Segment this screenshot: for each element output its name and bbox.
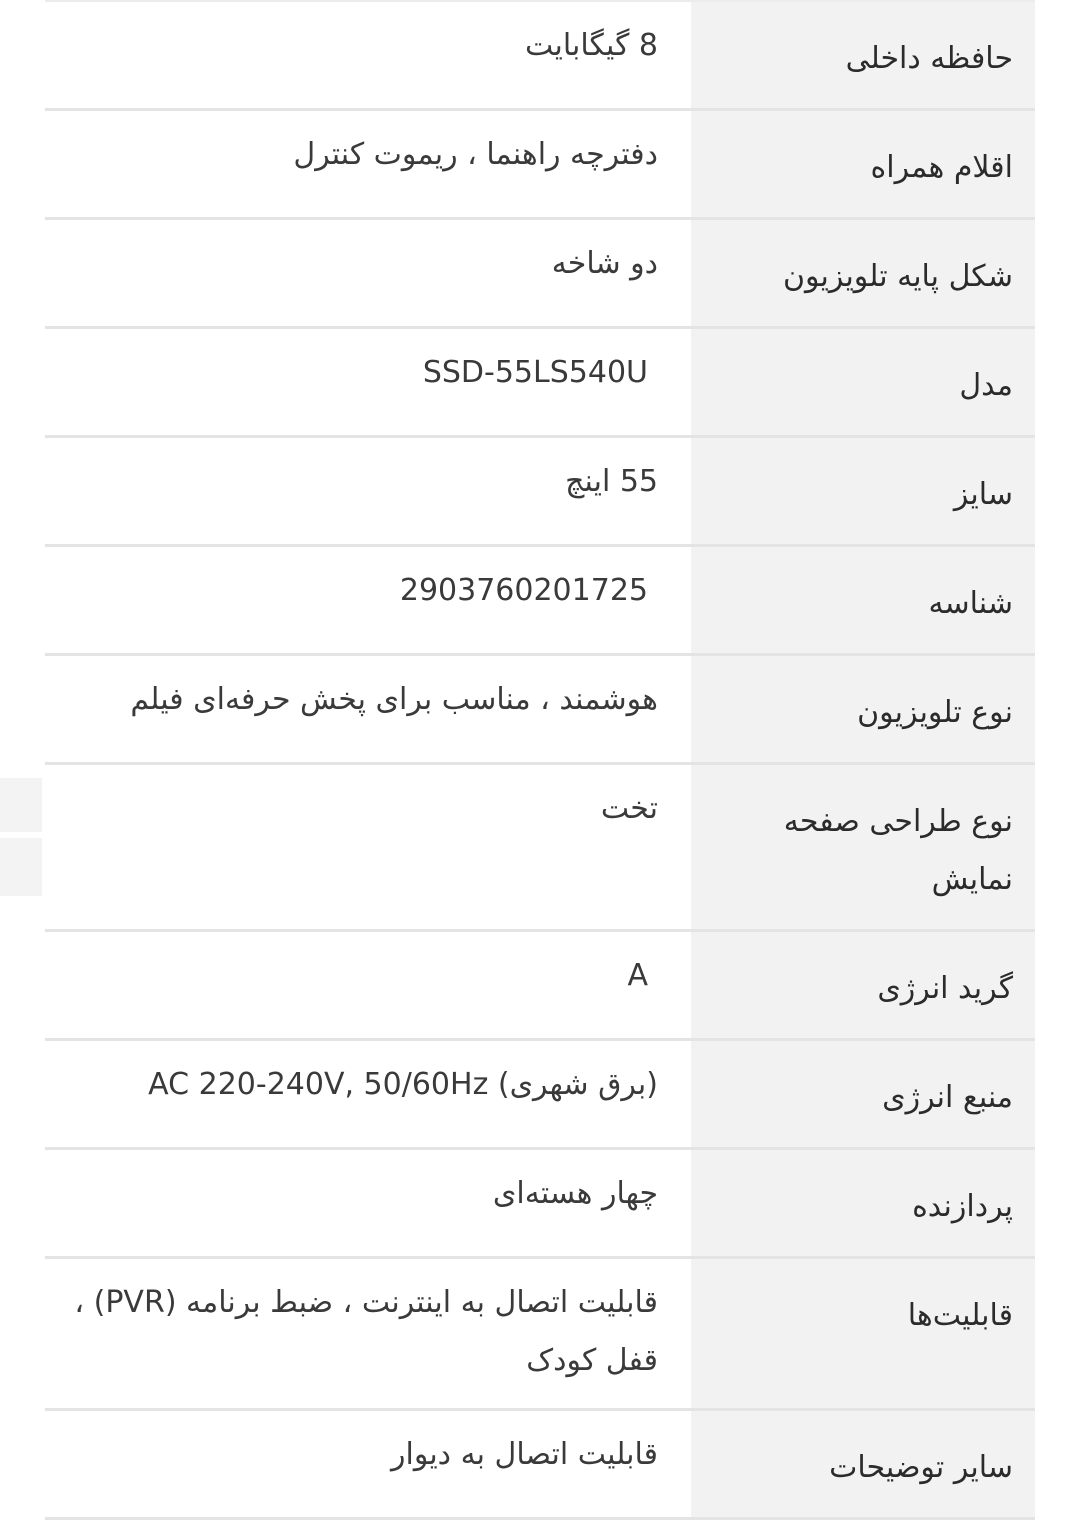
spec-row-processor (45, 1150, 1035, 1259)
side-tab-notch (0, 832, 42, 838)
spec-row-tv-type (45, 656, 1035, 765)
spec-table (45, 0, 1035, 1520)
spec-row-features (45, 1259, 1035, 1411)
spec-row-stand-shape (45, 220, 1035, 329)
spec-row-size (45, 438, 1035, 547)
spec-row-model (45, 329, 1035, 438)
spec-value: 55 اینچ (45, 438, 691, 544)
spec-value: هوشمند ، مناسب برای پخش حرفه‌ای فیلم (45, 656, 691, 762)
spec-label: نوع طراحی صفحه نمایش (691, 765, 1035, 929)
spec-row-energy-grade (45, 932, 1035, 1041)
spec-row-other-notes (45, 1411, 1035, 1520)
spec-row-power-source (45, 1041, 1035, 1150)
spec-value: دفترچه راهنما ، ریموت کنترل (45, 111, 691, 217)
spec-label: منبع انرژی (691, 1041, 1035, 1147)
spec-value: 2903760201725 (45, 547, 691, 653)
spec-label: شناسه (691, 547, 1035, 653)
spec-label: قابلیت‌ها (691, 1259, 1035, 1408)
spec-value: چهار هسته‌ای (45, 1150, 691, 1256)
spec-value: تخت (45, 765, 691, 929)
side-tab[interactable] (0, 778, 42, 896)
spec-row-included-items (45, 111, 1035, 220)
spec-label: مدل (691, 329, 1035, 435)
spec-label: سایز (691, 438, 1035, 544)
spec-label: نوع تلویزیون (691, 656, 1035, 762)
spec-value: A (45, 932, 691, 1038)
spec-label: پردازنده (691, 1150, 1035, 1256)
spec-value: (برق شهری) AC 220-240V, 50/60Hz (45, 1041, 691, 1147)
spec-value: 8 گیگابایت (45, 2, 691, 108)
spec-row-internal-memory (45, 0, 1035, 111)
spec-row-identifier (45, 547, 1035, 656)
spec-label: سایر توضیحات (691, 1411, 1035, 1517)
spec-value: قابلیت اتصال به اینترنت ، ضبط برنامه (PVR) ، قفل کودک (45, 1259, 691, 1408)
spec-value: قابلیت اتصال به دیوار (45, 1411, 691, 1517)
spec-value: دو شاخه (45, 220, 691, 326)
spec-label: حافظه داخلی (691, 2, 1035, 108)
spec-label: اقلام همراه (691, 111, 1035, 217)
spec-label: شکل پایه تلویزیون (691, 220, 1035, 326)
spec-value: SSD-55LS540U (45, 329, 691, 435)
spec-label: گرید انرژی (691, 932, 1035, 1038)
spec-row-screen-design (45, 765, 1035, 932)
